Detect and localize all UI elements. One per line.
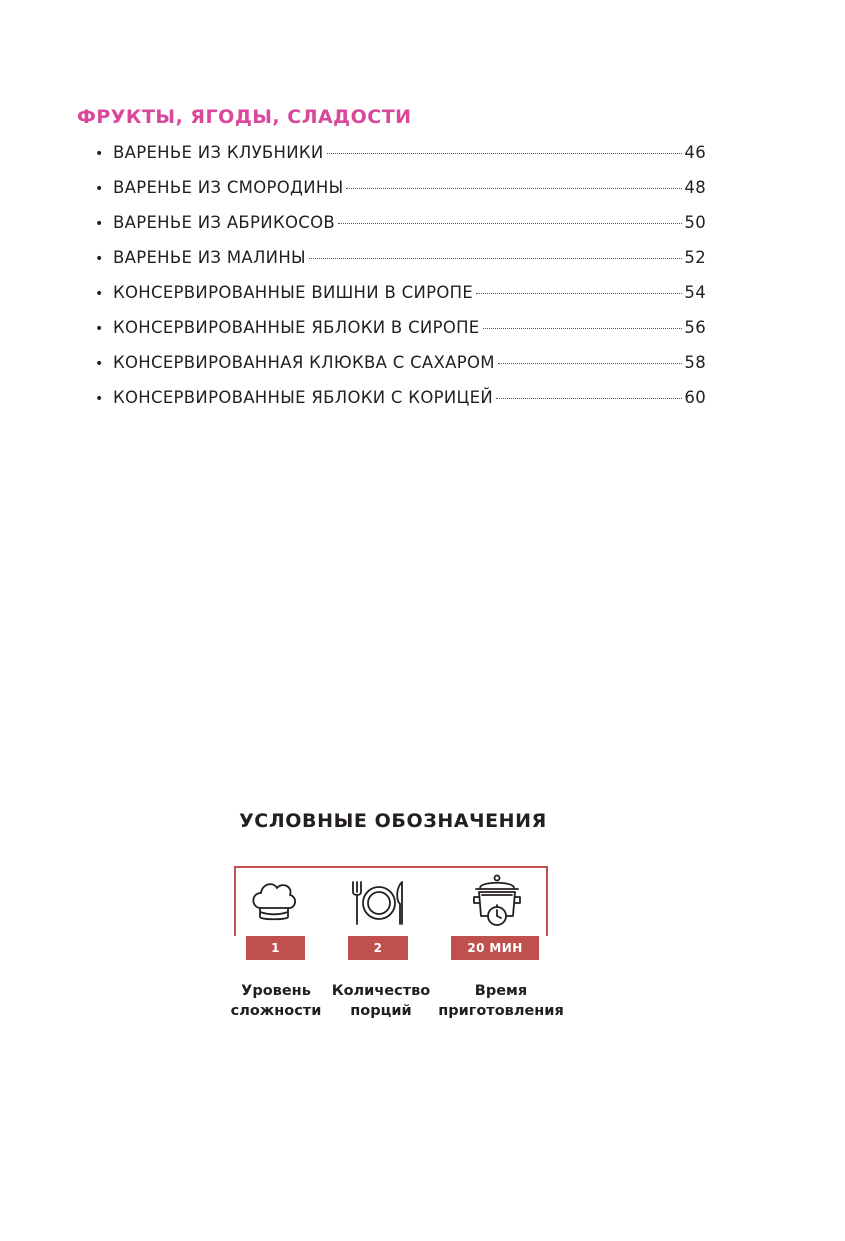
toc-item[interactable]: [95, 178, 706, 213]
servings-badge: 2: [348, 936, 408, 960]
toc-item-title: КОНСЕРВИРОВАННЫЕ ЯБЛОКИ В СИРОПЕ: [113, 318, 480, 337]
bullet: •: [95, 356, 104, 372]
legend-heading: УСЛОВНЫЕ ОБОЗНАЧЕНИЯ: [239, 810, 547, 832]
time-caption: [436, 981, 566, 1021]
difficulty-caption: [226, 981, 326, 1021]
toc-item[interactable]: [95, 318, 706, 353]
chef-hat-icon: [247, 876, 301, 930]
toc-item-page: 60: [684, 388, 706, 407]
toc-item[interactable]: [95, 388, 706, 423]
toc-item-title: ВАРЕНЬЕ ИЗ СМОРОДИНЫ: [113, 178, 344, 197]
toc-item-page: 46: [684, 143, 706, 162]
bullet: •: [95, 321, 104, 337]
toc-item-title: КОНСЕРВИРОВАННЫЕ ВИШНИ В СИРОПЕ: [113, 283, 474, 302]
toc-item[interactable]: [95, 283, 706, 318]
toc-item-page: 54: [684, 283, 706, 302]
caption-line: Время: [474, 983, 528, 999]
plate-cutlery-icon: [349, 876, 409, 930]
toc-item-title: ВАРЕНЬЕ ИЗ КЛУБНИКИ: [113, 143, 324, 162]
toc-item[interactable]: [95, 353, 706, 388]
dot-leader: [327, 153, 683, 154]
caption-line: приготовления: [438, 1003, 564, 1019]
caption-line: Уровень: [241, 983, 311, 999]
toc-item-page: 56: [684, 318, 706, 337]
pot-timer-icon: [468, 872, 526, 932]
servings-caption: [326, 981, 436, 1021]
caption-line: Количество: [331, 983, 431, 999]
toc-item-page: 48: [684, 178, 706, 197]
dot-leader: [496, 398, 682, 399]
bullet: •: [95, 251, 104, 267]
toc-item[interactable]: [95, 248, 706, 283]
toc-item-page: 50: [684, 213, 706, 232]
dot-leader: [483, 328, 683, 329]
toc-item-page: 58: [684, 353, 706, 372]
time-badge: 20 МИН: [451, 936, 539, 960]
dot-leader: [309, 258, 683, 259]
toc-item-title: ВАРЕНЬЕ ИЗ АБРИКОСОВ: [113, 213, 335, 232]
caption-line: порций: [350, 1003, 412, 1019]
dot-leader: [476, 293, 682, 294]
toc-item-title: ВАРЕНЬЕ ИЗ МАЛИНЫ: [113, 248, 306, 267]
difficulty-badge: 1: [246, 936, 305, 960]
section-title: ФРУКТЫ, ЯГОДЫ, СЛАДОСТИ: [77, 106, 412, 128]
dot-leader: [338, 223, 682, 224]
toc-item-title: КОНСЕРВИРОВАННЫЕ ЯБЛОКИ С КОРИЦЕЙ: [113, 388, 493, 407]
toc-item-page: 52: [684, 248, 706, 267]
bullet: •: [95, 181, 104, 197]
dot-leader: [346, 188, 682, 189]
bullet: •: [95, 286, 104, 302]
table-of-contents: [95, 143, 706, 423]
dot-leader: [498, 363, 683, 364]
toc-item-title: КОНСЕРВИРОВАННАЯ КЛЮКВА С САХАРОМ: [113, 353, 495, 372]
caption-line: сложности: [230, 1003, 322, 1019]
bullet: •: [95, 146, 104, 162]
toc-item[interactable]: [95, 143, 706, 178]
toc-item[interactable]: [95, 213, 706, 248]
bullet: •: [95, 216, 104, 232]
bullet: •: [95, 391, 104, 407]
